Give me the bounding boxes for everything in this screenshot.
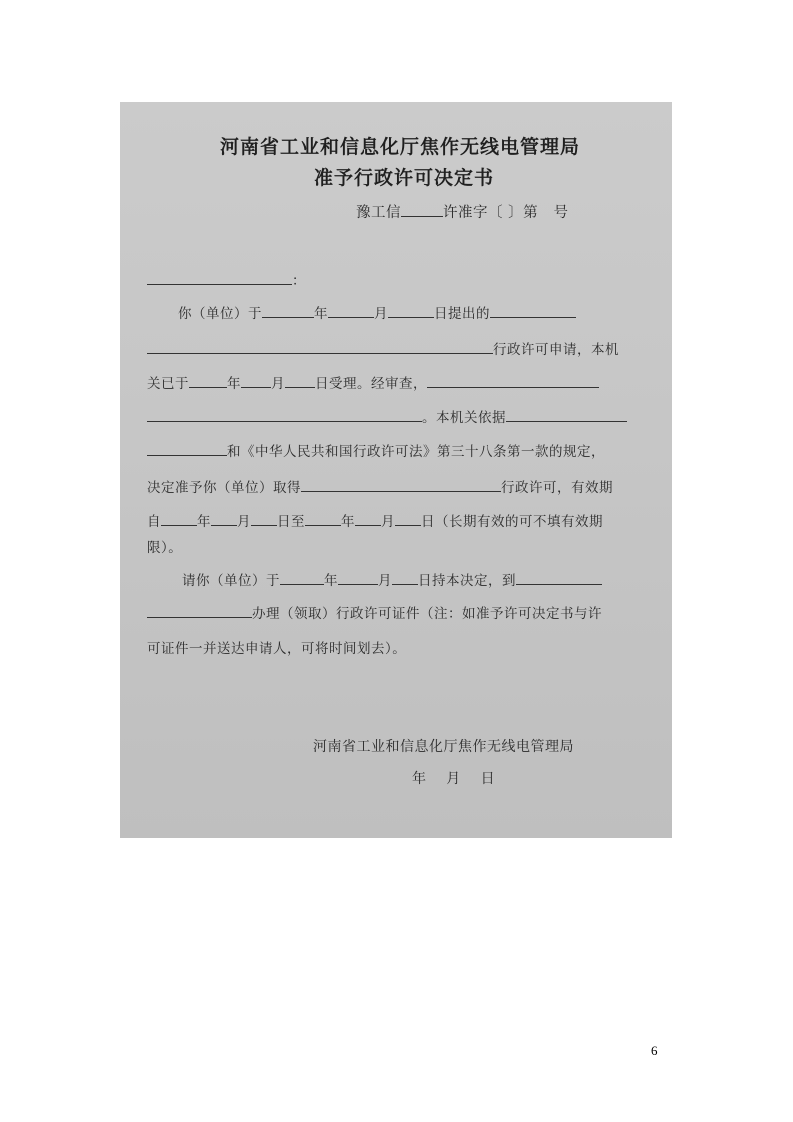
body-line-6 — [147, 476, 613, 496]
text-segment: 办理（领取）行政许可证件（注：如准予许可决定书与许 — [252, 606, 602, 622]
text-segment: 关已于 — [147, 376, 189, 392]
text-segment: 日（长期有效的可不填有效期 — [421, 514, 603, 530]
page-number: 6 — [651, 1043, 658, 1058]
body-line-7 — [147, 510, 603, 530]
blank-end-year — [305, 513, 341, 526]
body-line-8 — [147, 536, 182, 556]
issuer-name: 河南省工业和信息化厅焦作无线电管理局 — [313, 739, 574, 755]
text-segment: 。本机关依据 — [422, 410, 506, 426]
doc-number-suffix: 号 — [553, 205, 569, 221]
text-segment: 年 — [324, 573, 338, 589]
blank-location-cont — [147, 605, 252, 618]
body-line-10 — [147, 602, 602, 622]
blank-year — [189, 375, 227, 388]
text-segment: 月 — [381, 514, 395, 530]
blank-legal-basis-cont — [147, 443, 227, 456]
document-number — [356, 201, 568, 222]
text-segment: 日持本决定，到 — [418, 573, 516, 589]
text-segment: 请你（单位）于 — [182, 573, 280, 589]
body-line-11 — [147, 637, 406, 657]
text-segment: 行政许可，有效期 — [501, 480, 613, 496]
blank-end-day — [395, 513, 421, 526]
blank-day — [388, 305, 434, 318]
blank-review-result — [427, 375, 599, 388]
blank-review-detail — [147, 409, 422, 422]
blank-month — [338, 572, 378, 585]
text-segment: 日受理。经审查， — [315, 376, 427, 392]
text-segment: 月 — [374, 306, 388, 322]
text-segment: 你（单位）于 — [178, 306, 262, 322]
blank-applicant — [147, 272, 292, 285]
body-line-2 — [147, 338, 619, 358]
text-segment: 自 — [147, 514, 161, 530]
text-segment: 可证件一并送达申请人，可将时间划去）。 — [147, 641, 407, 657]
text-segment: 年 — [227, 376, 241, 392]
text-segment: 日提出的 — [434, 306, 490, 322]
body-line-9 — [182, 569, 602, 589]
body-line-5 — [147, 440, 605, 460]
text-segment: 行政许可申请，本机 — [493, 342, 619, 358]
blank-day — [285, 375, 315, 388]
body-line-1 — [178, 302, 576, 322]
doc-number-middle: 许准字〔 〕第 — [443, 205, 539, 221]
title-line-2: 准予行政许可决定书 — [314, 167, 495, 189]
salutation-colon: ： — [292, 273, 306, 289]
blank-item — [490, 305, 576, 318]
blank-month — [241, 375, 271, 388]
issue-date: 年 月 日 — [412, 771, 496, 787]
text-segment: 日至 — [277, 514, 305, 530]
title-line-1: 河南省工业和信息化厅焦作无线电管理局 — [220, 136, 581, 158]
text-segment: 和《中华人民共和国行政许可法》第三十八条第一款的规定， — [227, 444, 605, 460]
blank-day — [392, 572, 418, 585]
body-line-4 — [147, 406, 627, 426]
text-segment: 月 — [378, 573, 392, 589]
blank-start-day — [251, 513, 277, 526]
text-segment: 年 — [197, 514, 211, 530]
blank-year — [262, 305, 314, 318]
text-segment: 年 — [314, 306, 328, 322]
text-segment: 月 — [237, 514, 251, 530]
blank-location — [516, 572, 602, 585]
blank-start-month — [211, 513, 237, 526]
blank-application-content — [147, 341, 493, 354]
document-photo — [120, 102, 672, 838]
text-segment: 月 — [271, 376, 285, 392]
blank-legal-basis — [506, 409, 627, 422]
salutation — [147, 269, 306, 289]
blank-agency-code — [401, 204, 443, 217]
body-line-3 — [147, 372, 599, 392]
blank-year — [280, 572, 324, 585]
text-segment: 决定准予你（单位）取得 — [147, 480, 301, 496]
blank-end-month — [355, 513, 381, 526]
blank-month — [328, 305, 374, 318]
doc-number-prefix: 豫工信 — [356, 205, 401, 221]
blank-start-year — [161, 513, 197, 526]
blank-permit-name — [301, 479, 501, 492]
text-segment: 限）。 — [147, 540, 183, 556]
text-segment: 年 — [341, 514, 355, 530]
